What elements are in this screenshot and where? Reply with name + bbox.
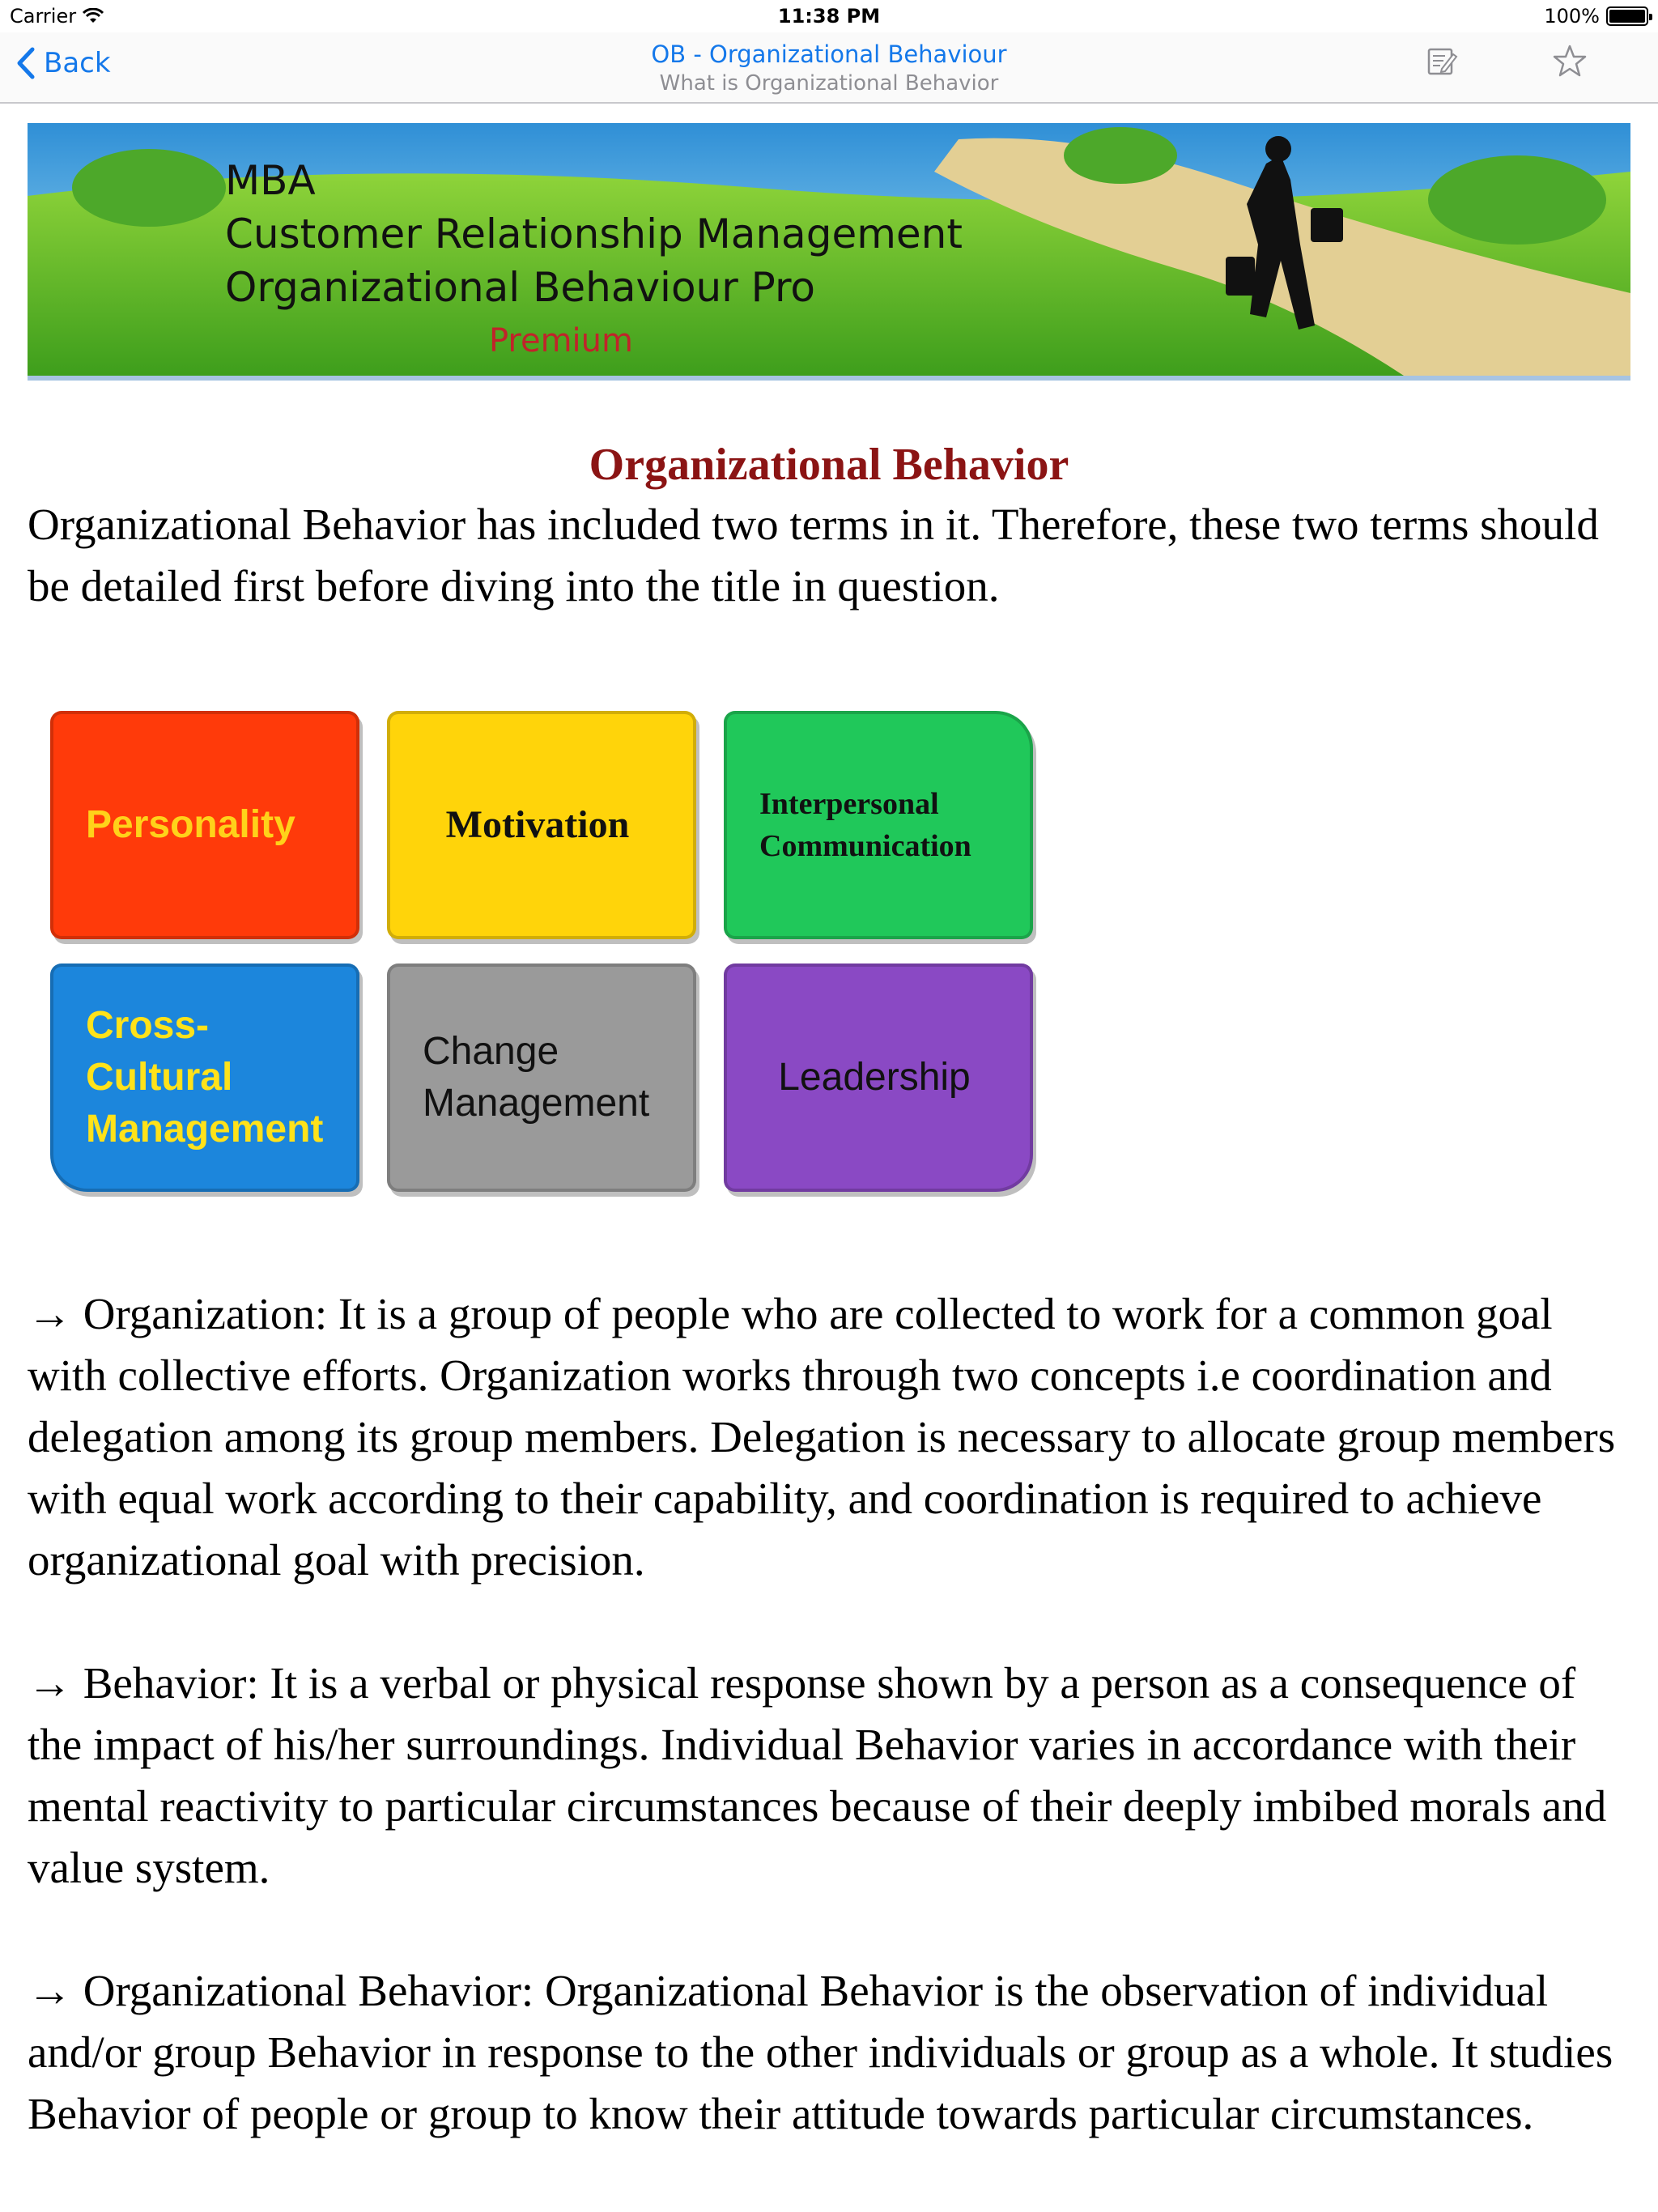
nav-subtitle: What is Organizational Behavior (659, 71, 999, 96)
battery-indicator (1544, 5, 1648, 28)
banner-line-ob-pro: Organizational Behaviour Pro (225, 264, 816, 311)
tile-interpersonal-communication: Interpersonal Communication (724, 711, 1033, 939)
article-heading: Organizational Behavior (589, 440, 1069, 490)
clock: 11:38 PM (777, 5, 881, 28)
navigation-bar (0, 32, 1658, 104)
nav-title-group (0, 40, 1658, 96)
back-label: Back (44, 47, 111, 79)
edit-note-icon (1426, 45, 1458, 77)
carrier-label: Carrier (10, 5, 77, 28)
course-banner (28, 123, 1630, 381)
tile-personality: Personality (50, 711, 359, 939)
favorite-button[interactable] (1550, 40, 1590, 81)
star-icon (1553, 44, 1587, 78)
tile-leadership: Leadership (724, 963, 1033, 1192)
status-bar (0, 0, 1658, 32)
ob-topics-graphic (50, 711, 1046, 1197)
tile-motivation: Motivation (387, 711, 696, 939)
tile-change-management: Change Management (387, 963, 696, 1192)
paragraph-organizational-behavior: → Organizational Behavior: Organizational Behavior is the observation of individual and/or group Behavior in response to the other individuals or group as a whole. It studies Behavior of people or group to know their attitude towards particular circumstances. (28, 1966, 1613, 2138)
paragraph-behavior: → Behavior: It is a verbal or physical response shown by a person as a consequence of the impact of his/her surroundings. Individual Behavior varies in accordance with their mental reactivity to particular circumstances because of their deeply imbibed morals and value system. (28, 1658, 1607, 1892)
article-body (28, 436, 1630, 617)
battery-percent: 100% (1544, 5, 1600, 28)
tile-cross-cultural-management: Cross-Cultural Management (50, 963, 359, 1192)
edit-note-button[interactable] (1422, 40, 1462, 81)
banner-line-crm: Customer Relationship Management (225, 211, 963, 257)
banner-line-mba: MBA (225, 157, 316, 204)
battery-icon (1606, 6, 1648, 26)
banner-text (225, 154, 963, 314)
paragraph-organization: → Organization: It is a group of people who are collected to work for a common goal with collective efforts. Organization works through two concepts i.e coordination and delegation among its group members. Delegation is necessary to allocate group members with equal work according to their capability, and coordination is required to achieve organizational goal with precision. (28, 1289, 1616, 1585)
article-intro: Organizational Behavior has included two terms in it. Therefore, these two terms should be detailed first before diving into the title in question. (28, 500, 1599, 610)
nav-title: OB - Organizational Behaviour (651, 40, 1007, 68)
premium-label: Premium (489, 322, 633, 359)
